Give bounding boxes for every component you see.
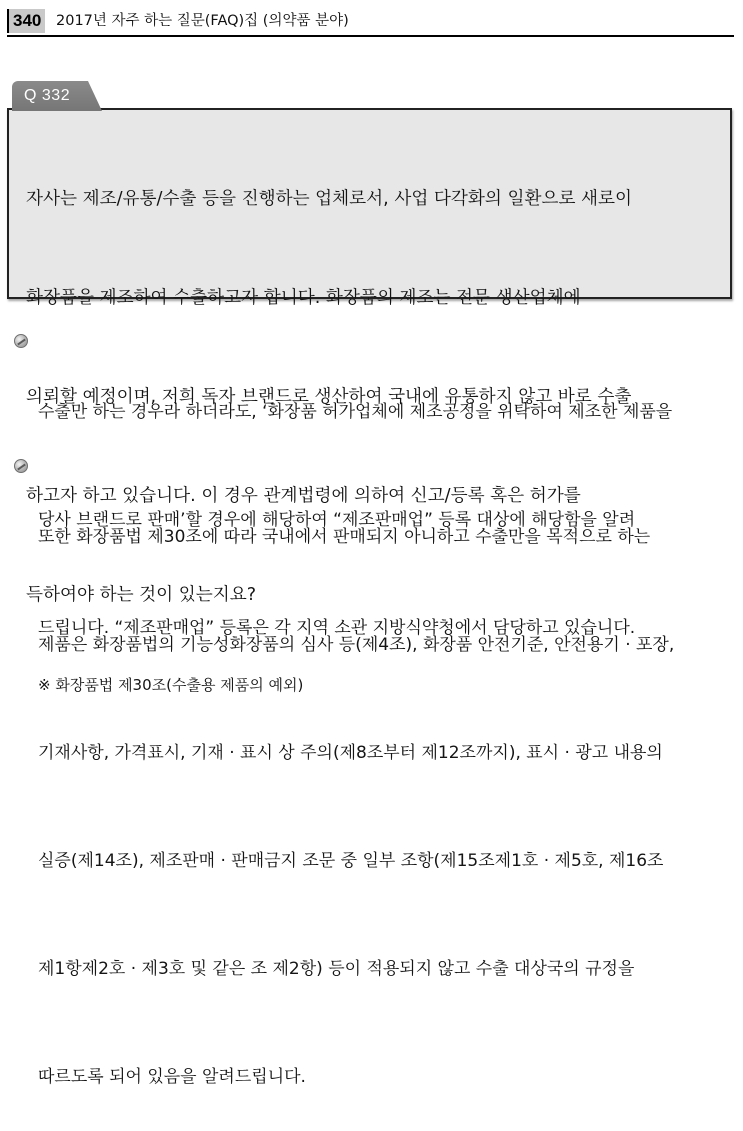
header-title: 2017년 자주 하는 질문(FAQ)집 (의약품 분야)	[56, 13, 349, 29]
answer-line: 따르도록 되어 있음을 알려드립니다.	[38, 1067, 306, 1087]
question-line: 의뢰할 예정이며, 저희 독자 브랜드로 생산하여 국내에 유통하지 않고 바로 수출	[26, 387, 632, 407]
question-line: 하고자 하고 있습니다. 이 경우 관계법령에 의하여 신고/등록 혹은 허가를	[26, 486, 581, 506]
reference-note: ※ 화장품법 제30조(수출용 제품의 예외)	[38, 676, 304, 694]
answer-line: 기재사항, 가격표시, 기재 · 표시 상 주의(제8조부터 제12조까지), 표시 · 광고 내용의	[38, 743, 663, 763]
answer-line: 제1항제2호 · 제3호 및 같은 조 제2항) 등이 적용되지 않고 수출 대상국의 규정을	[38, 959, 635, 979]
question-line: 화장품을 제조하여 수출하고자 합니다. 화장품의 제조는 전문 생산업체에	[26, 288, 581, 308]
page-header	[0, 0, 743, 38]
answer-line: 실증(제14조), 제조판매 · 판매금지 조문 중 일부 조항(제15조제1호 · 제5호, 제16조	[38, 851, 664, 871]
header-rule	[7, 35, 734, 37]
answer-bullet-icon	[14, 334, 28, 348]
question-number: Q 332	[24, 87, 71, 104]
answer-line: 드립니다. “제조판매업” 등록은 각 지역 소관 지방식약청에서 담당하고 있습니다.	[38, 618, 636, 638]
question-line: 득하여야 하는 것이 있는지요?	[26, 585, 257, 605]
answer-line: 당사 브랜드로 판매’할 경우에 해당하여 “제조판매업” 등록 대상에 해당함을 알려	[38, 510, 636, 530]
page-number: 340	[7, 9, 45, 33]
answer-line: 수출만 하는 경우라 하더라도, ‘화장품 허가업체에 제조공정을 위탁하여 제조한 제품을	[38, 402, 673, 422]
answer-line: 또한 화장품법 제30조에 따라 국내에서 판매되지 아니하고 수출만을 목적으로 하는	[38, 527, 651, 547]
answer-paragraph-2	[38, 447, 738, 1131]
answer-bullet-icon	[14, 459, 28, 473]
answer-line: 제품은 화장품법의 기능성화장품의 심사 등(제4조), 화장품 안전기준, 안전용기 · 포장,	[38, 635, 675, 655]
question-line: 자사는 제조/유통/수출 등을 진행하는 업체로서, 사업 다각화의 일환으로 새로이	[26, 189, 633, 209]
